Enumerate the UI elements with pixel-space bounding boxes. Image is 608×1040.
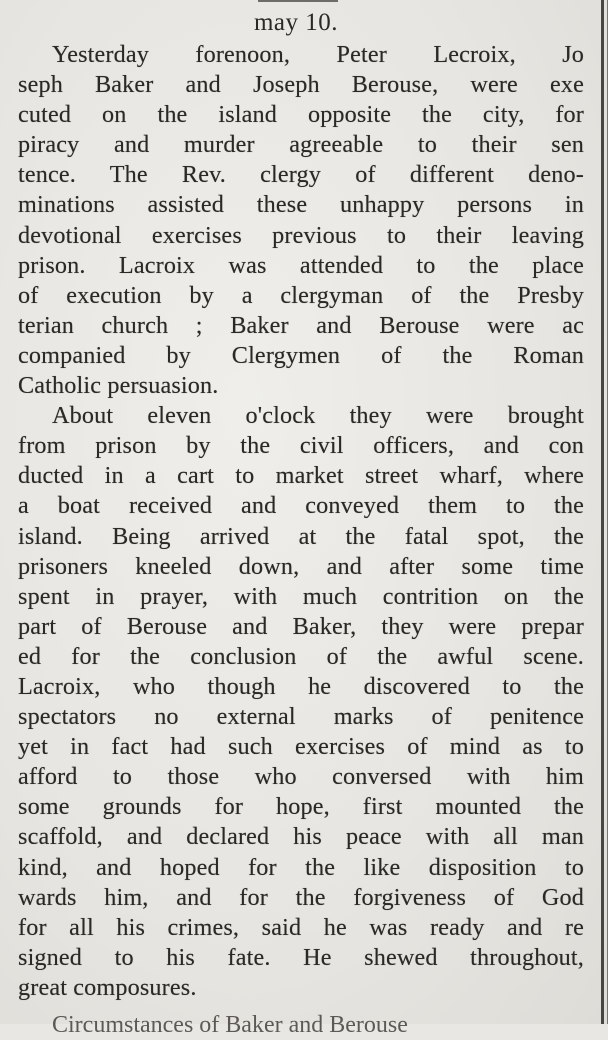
article-line: spectators no external marks of penitence xyxy=(18,703,584,731)
paragraph-2 xyxy=(18,401,584,1003)
article-line: a boat received and conveyed them to the xyxy=(18,492,584,520)
cutoff-next-paragraph: Circumstances of Baker and Berouse xyxy=(52,1012,408,1038)
article-line: wards him, and for the forgiveness of God xyxy=(18,883,584,911)
article-line: afford to those who conversed with him xyxy=(18,763,584,791)
article-line: signed to his fate. He shewed throughout, xyxy=(18,943,584,971)
top-rule xyxy=(258,0,338,2)
article-line: Lacroix, who though he discovered to the xyxy=(18,672,584,700)
article-line: piracy and murder agreeable to their sen xyxy=(18,131,584,159)
article-line: Yesterday forenoon, Peter Lecroix, Jo xyxy=(52,41,584,68)
article-line: from prison by the civil officers, and con xyxy=(18,432,584,460)
article-line: minations assisted these unhappy persons in xyxy=(18,191,584,219)
article-line: yet in fact had such exercises of mind as to xyxy=(18,733,584,761)
article-line: ducted in a cart to market street wharf, where xyxy=(18,462,584,490)
article-line: prison. Lacroix was attended to the place xyxy=(18,251,584,279)
article-line: for all his crimes, said he was ready and re xyxy=(18,913,584,941)
article-line: some grounds for hope, first mounted the xyxy=(18,793,584,821)
article-line: terian church ; Baker and Berouse were ac xyxy=(18,311,584,339)
paragraph-1 xyxy=(18,40,584,401)
article-line: scaffold, and declared his peace with all man xyxy=(18,823,584,851)
article-line: part of Berouse and Baker, they were prepar xyxy=(18,612,584,640)
dateline: may 10. xyxy=(253,9,339,36)
article-line: kind, and hoped for the like disposition to xyxy=(18,853,584,881)
article-line: About eleven o'clock they were brought xyxy=(52,402,584,430)
article-line: tence. The Rev. clergy of different deno- xyxy=(18,161,584,189)
article-line: companied by Clergymen of the Roman xyxy=(18,341,584,369)
article-line: island. Being arrived at the fatal spot, the xyxy=(18,522,584,550)
article-line: of execution by a clergyman of the Presby xyxy=(18,281,584,309)
article-line: devotional exercises previous to their leaving xyxy=(18,221,584,249)
article-line: seph Baker and Joseph Berouse, were exe xyxy=(18,71,584,99)
article-line: spent in prayer, with much contrition on the xyxy=(18,582,584,610)
article-line: cuted on the island opposite the city, for xyxy=(18,101,584,129)
article-line: great composures. xyxy=(18,973,197,1001)
article-body xyxy=(18,40,584,1003)
article-line: Catholic persuasion. xyxy=(18,372,219,400)
article-line: ed for the conclusion of the awful scene. xyxy=(18,642,584,670)
article-line: prisoners kneeled down, and after some time xyxy=(18,552,584,580)
column-rule xyxy=(601,0,604,1024)
